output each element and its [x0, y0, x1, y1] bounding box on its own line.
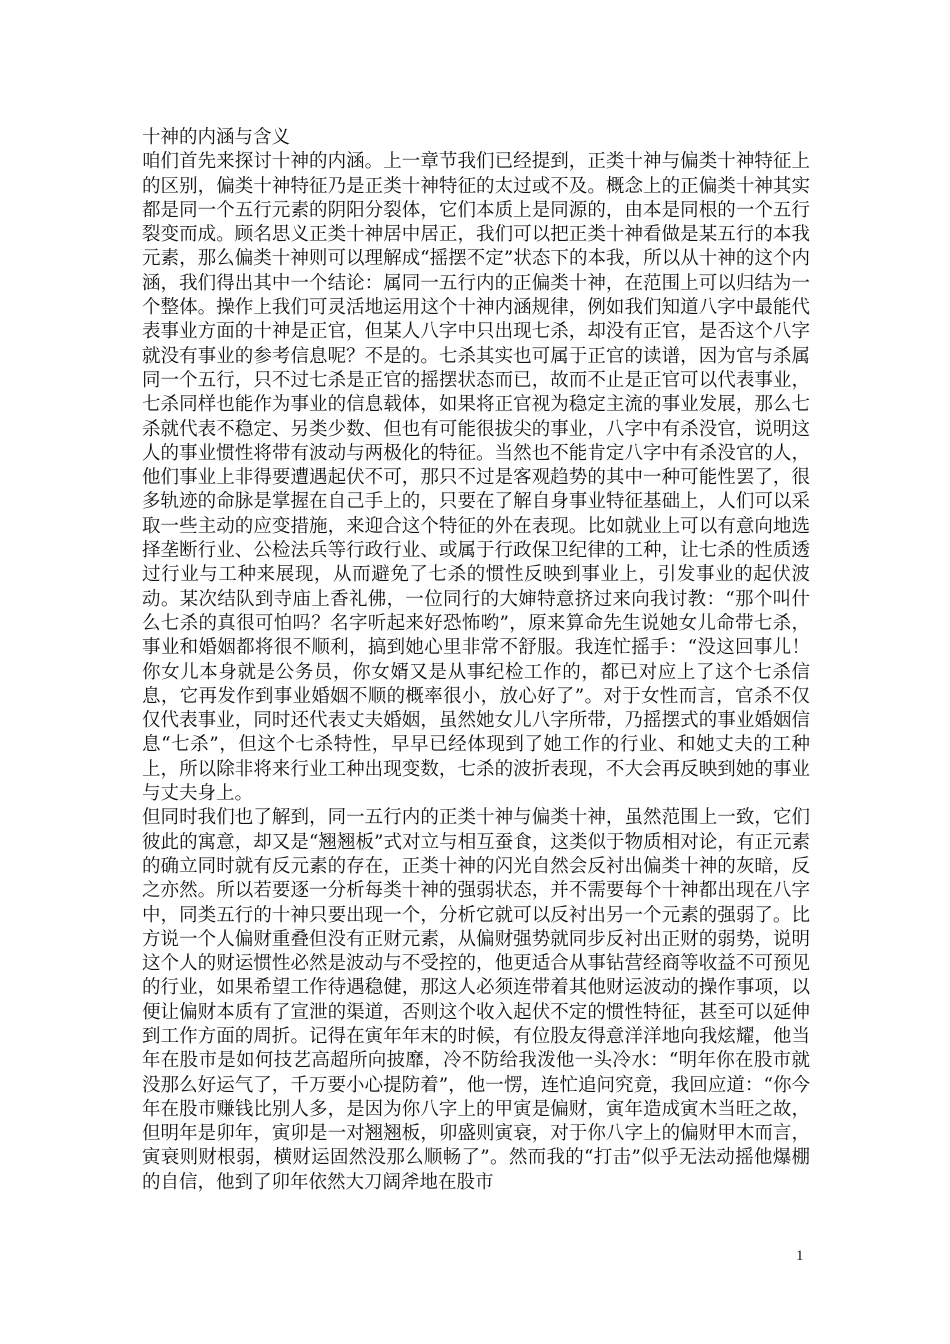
paragraph-1: 咱们首先来探讨十神的内涵。上一章节我们已经提到，正类十神与偏类十神特征上的区别，偏类十神特征乃是正类十神特征的太过或不及。概念上的正偏类十神其实都是同一个五行元素的阴阳分裂体，它们本质上是同源的，由本是同根的一个五行裂变而成。顾名思义正类十神居中居正，我们可以把正类十神看做是某五行的本我元素，那么偏类十神则可以理解成“摇摆不定”状态下的本我，所以从十神的这个内涵，我们得出其中一个结论：属同一五行内的正偏类十神，在范围上可以归结为一个整体。操作上我们可灵活地运用这个十神内涵规律，例如我们知道八字中最能代表事业方面的十神是正官，但某人八字中只出现七杀，却没有正官，是否这个八字就没有事业的参考信息呢？不是的。七杀其实也可属于正官的读谱，因为官与杀属同一个五行，只不过七杀是正官的摇摆状态而已，故而不止是正官可以代表事业，七杀同样也能作为事业的信息载体，如果将正官视为稳定主流的事业发展，那么七杀就代表不稳定、另类少数、但也有可能很拔尖的事业，八字中有杀没官，说明这人的事业惯性将带有波动与两极化的特征。当然也不能肯定八字中有杀没官的人，他们事业上非得要遭遇起伏不可，那只不过是客观趋势的其中一种可能性罢了，很多轨迹的命脉是掌握在自己手上的，只要在了解自身事业特征基础上，人们可以采取一些主动的应变措施，来迎合这个特征的外在表现。比如就业上可以有意向地选择垄断行业、公检法兵等行政行业、或属于行政保卫纪律的工种，让七杀的性质透过行业与工种来展现，从而避免了七杀的惯性反映到事业上，引发事业的起伏波动。某次结队到寺庙上香礼佛，一位同行的大婶特意挤过来向我讨教：“那个叫什么七杀的真很可怕吗？名字听起来好恐怖哟”，原来算命先生说她女儿命带七杀，事业和婚姻都将很不顺利，搞到她心里非常不舒服。我连忙摇手：“没这回事儿！你女儿本身就是公务员，你女婿又是从事纪检工作的，都已对应上了这个七杀信息，它再发作到事业婚姻不顺的概率很小，放心好了”。对于女性而言，官杀不仅仅代表事业，同时还代表丈夫婚姻，虽然她女儿八字所带，乃摇摆式的事业婚姻信息“七杀”，但这个七杀特性，早早已经体现到了她工作的行业、和她丈夫的工种上，所以除非将来行业工种出现变数，七杀的波折表现，不大会再反映到她的事业与丈夫身上。 [142, 151, 810, 805]
page-number: 1 [796, 1248, 804, 1264]
document-title: 十神的内涵与含义 [142, 127, 291, 148]
paragraph-2: 但同时我们也了解到，同一五行内的正类十神与偏类十神，虽然范围上一致，它们彼此的寓意，却又是“翘翘板”式对立与相互蚕食，这类似于物质相对论，有正元素的确立同时就有反元素的存在，正类十神的闪光自然会反衬出偏类十神的灰暗，反之亦然。所以若要逐一分析每类十神的强弱状态，并不需要每个十神都出现在八字中，同类五行的十神只要出现一个，分析它就可以反衬出另一个元素的强弱了。比方说一个人偏财重叠但没有正财元素，从偏财强势就同步反衬出正财的弱势，说明这个人的财运惯性必然是波动与不受控的，他更适合从事钻营经商等收益不可预见的行业，如果希望工作待遇稳健，那这人必须连带着其他财运波动的操作事项，以便让偏财本质有了宣泄的渠道，否则这个收入起伏不定的惯性特征，甚至可以延伸到工作方面的周折。记得在寅年年末的时候，有位股友得意洋洋地向我炫耀，他当年在股市是如何技艺高超所向披靡，冷不防给我泼他一头冷水：“明年你在股市就没那么好运气了，千万要小心提防着”，他一愣，连忙追问究竟，我回应道：“你今年在股市赚钱比别人多，是因为你八字上的甲寅是偏财，寅年造成寅木当旺之故，但明年是卯年，寅卯是一对翘翘板，卯盛则寅衰，对于你八字上的偏财甲木而言，寅衰则财根弱，横财运固然没那么顺畅了”。然而我的“打击”似乎无法动摇他爆棚的自信，他到了卯年依然大刀阔斧地在股市 [142, 807, 810, 1193]
document-body [142, 126, 810, 1195]
